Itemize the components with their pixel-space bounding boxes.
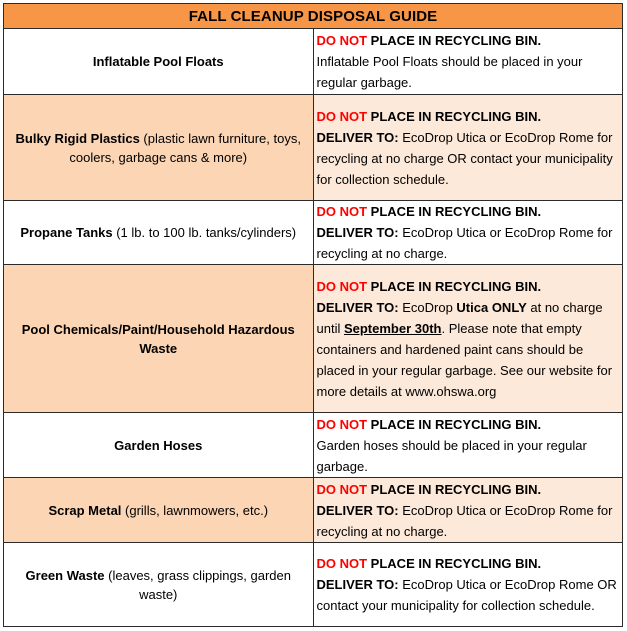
item-cell (4, 201, 314, 265)
item-name: Green Waste (25, 567, 105, 583)
do-not-label: DO NOT (316, 556, 368, 571)
item-detail: (plastic lawn furniture, toys, coolers, garbage cans & more) (69, 130, 301, 165)
item-cell (4, 95, 314, 201)
deliver-to-label: DELIVER TO: (316, 577, 399, 592)
table-row (4, 201, 623, 265)
deliver-to-label: DELIVER TO: (316, 225, 399, 240)
instruction-text: Inflatable Pool Floats should be placed in your regular garbage. (316, 54, 583, 90)
instruction-cell (313, 543, 623, 627)
item-name: Bulky Rigid Plastics (15, 130, 140, 146)
instruction-text: EcoDrop Utica or EcoDrop Rome OR contact your municipality for collection schedule. (316, 577, 617, 613)
instruction-text: Garden hoses should be placed in your regular garbage. (316, 437, 587, 474)
item-name: Garden Hoses (114, 437, 203, 453)
instruction-cell (313, 478, 623, 543)
do-not-label: DO NOT (316, 278, 368, 294)
item-detail: (1 lb. to 100 lb. tanks/cylinders) (112, 225, 297, 240)
item-name: Inflatable Pool Floats (92, 54, 224, 69)
deliver-to-label: DELIVER TO: (316, 502, 399, 518)
item-name: Propane Tanks (20, 225, 113, 240)
deadline-date: September 30th (343, 320, 442, 336)
place-in-bin-label: PLACE IN RECYCLING BIN. (367, 108, 542, 124)
do-not-label: DO NOT (316, 481, 368, 497)
instruction-cell (313, 29, 623, 95)
place-in-bin-label: PLACE IN RECYCLING BIN. (367, 556, 542, 571)
instruction-cell (313, 201, 623, 265)
instruction-cell (313, 95, 623, 201)
table-row (4, 478, 623, 543)
instruction-text: . Please note that empty containers and hardened paint cans should be placed in your regular garbage. See our website for more details at www.ohswa.org (316, 320, 613, 399)
table-row (4, 543, 623, 627)
item-cell (4, 543, 314, 627)
item-name: Pool Chemicals/Paint/Household Hazardous Waste (21, 321, 295, 356)
place-in-bin-label: PLACE IN RECYCLING BIN. (367, 416, 542, 432)
instruction-text: EcoDrop Utica or EcoDrop Rome for recycling at no charge. (316, 225, 613, 261)
instruction-text: EcoDrop Utica or EcoDrop Rome for recycling at no charge. (316, 502, 613, 539)
instruction-text: EcoDrop Utica or EcoDrop Rome for recycling at no charge OR contact your municipality for collection schedule. (316, 129, 613, 187)
disposal-guide-table (3, 3, 623, 627)
guide-title: FALL CLEANUP DISPOSAL GUIDE (4, 4, 623, 29)
do-not-label: DO NOT (316, 204, 368, 219)
do-not-label: DO NOT (316, 416, 368, 432)
place-in-bin-label: PLACE IN RECYCLING BIN. (367, 33, 542, 48)
item-cell (4, 413, 314, 478)
do-not-label: DO NOT (316, 33, 368, 48)
instruction-text: at no charge until (316, 299, 603, 336)
instruction-cell (313, 413, 623, 478)
instruction-cell (313, 265, 623, 413)
title-row (4, 4, 623, 29)
do-not-label: DO NOT (316, 108, 368, 124)
deliver-to-label: DELIVER TO: (316, 129, 399, 145)
table-row (4, 95, 623, 201)
place-in-bin-label: PLACE IN RECYCLING BIN. (367, 278, 542, 294)
location-emphasis: Utica ONLY (456, 299, 527, 315)
table-row (4, 265, 623, 413)
instruction-text: EcoDrop (398, 299, 457, 315)
deliver-to-label: DELIVER TO: (316, 299, 399, 315)
table-row (4, 29, 623, 95)
place-in-bin-label: PLACE IN RECYCLING BIN. (367, 204, 542, 219)
item-detail: (leaves, grass clippings, garden waste) (104, 567, 291, 602)
item-name: Scrap Metal (48, 502, 122, 518)
item-cell (4, 265, 314, 413)
item-cell (4, 29, 314, 95)
place-in-bin-label: PLACE IN RECYCLING BIN. (367, 481, 542, 497)
item-detail: (grills, lawnmowers, etc.) (121, 502, 269, 518)
table-row (4, 413, 623, 478)
item-cell (4, 478, 314, 543)
